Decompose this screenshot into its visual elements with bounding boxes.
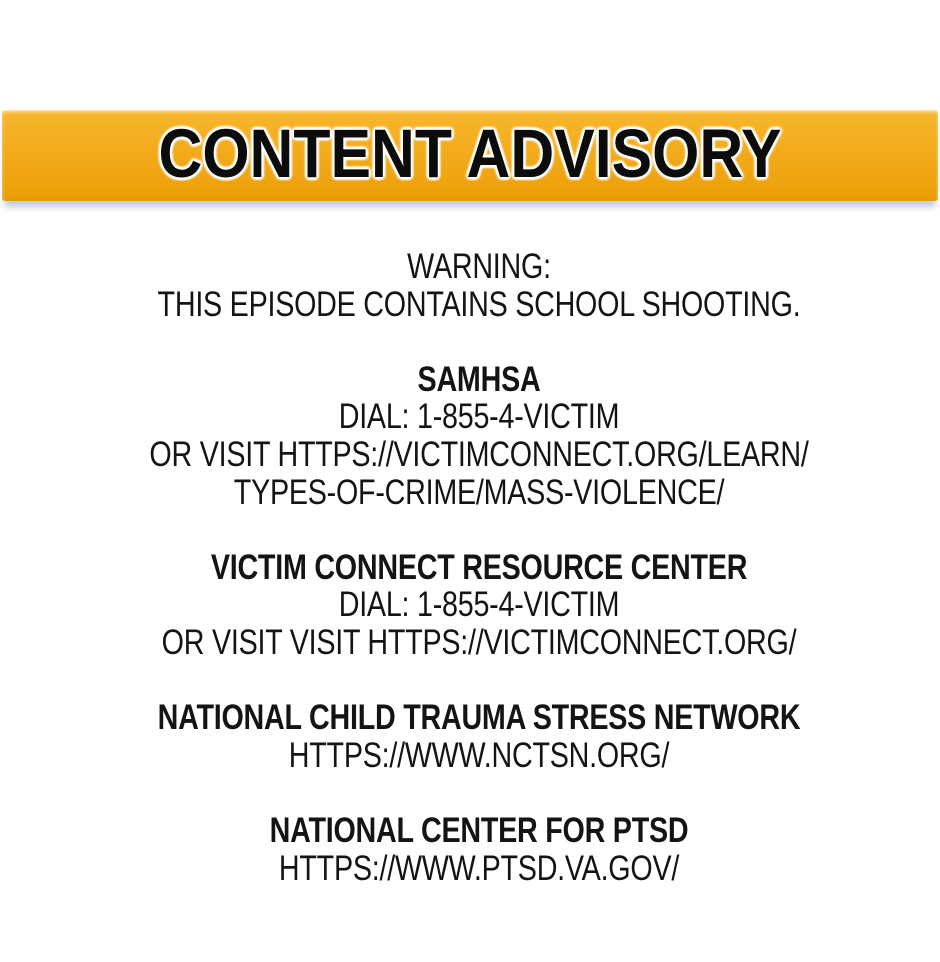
resource-line: HTTPS://WWW.NCTSN.ORG/ — [288, 735, 670, 775]
resource-line: DIAL: 1-855-4-VICTIM — [338, 397, 620, 437]
resource-name: NATIONAL CENTER FOR PTSD — [269, 810, 689, 850]
resource-line: OR VISIT HTTPS://VICTIMCONNECT.ORG/LEARN/ — [149, 434, 809, 474]
resource-section-ptsd — [94, 812, 865, 887]
resource-section-samhsa — [94, 361, 865, 511]
warning-section — [94, 248, 865, 323]
resource-line: DIAL: 1-855-4-VICTIM — [338, 585, 620, 625]
resource-line: TYPES-OF-CRIME/MASS-VIOLENCE/ — [233, 472, 725, 512]
banner-title: CONTENT ADVISORY — [158, 115, 782, 192]
resource-line: OR VISIT VISIT HTTPS://VICTIMCONNECT.ORG/ — [161, 622, 797, 662]
resource-line: HTTPS://WWW.PTSD.VA.GOV/ — [278, 848, 680, 888]
advisory-banner — [2, 110, 938, 201]
resource-name: SAMHSA — [417, 359, 541, 399]
resource-section-victim-connect — [94, 549, 865, 662]
resource-section-nctsn — [94, 699, 865, 774]
resource-name: NATIONAL CHILD TRAUMA STRESS NETWORK — [157, 698, 801, 738]
warning-text: THIS EPISODE CONTAINS SCHOOL SHOOTING. — [157, 284, 801, 324]
warning-heading: WARNING: — [407, 247, 551, 286]
advisory-body — [94, 248, 865, 887]
resource-name: VICTIM CONNECT RESOURCE CENTER — [210, 547, 748, 587]
